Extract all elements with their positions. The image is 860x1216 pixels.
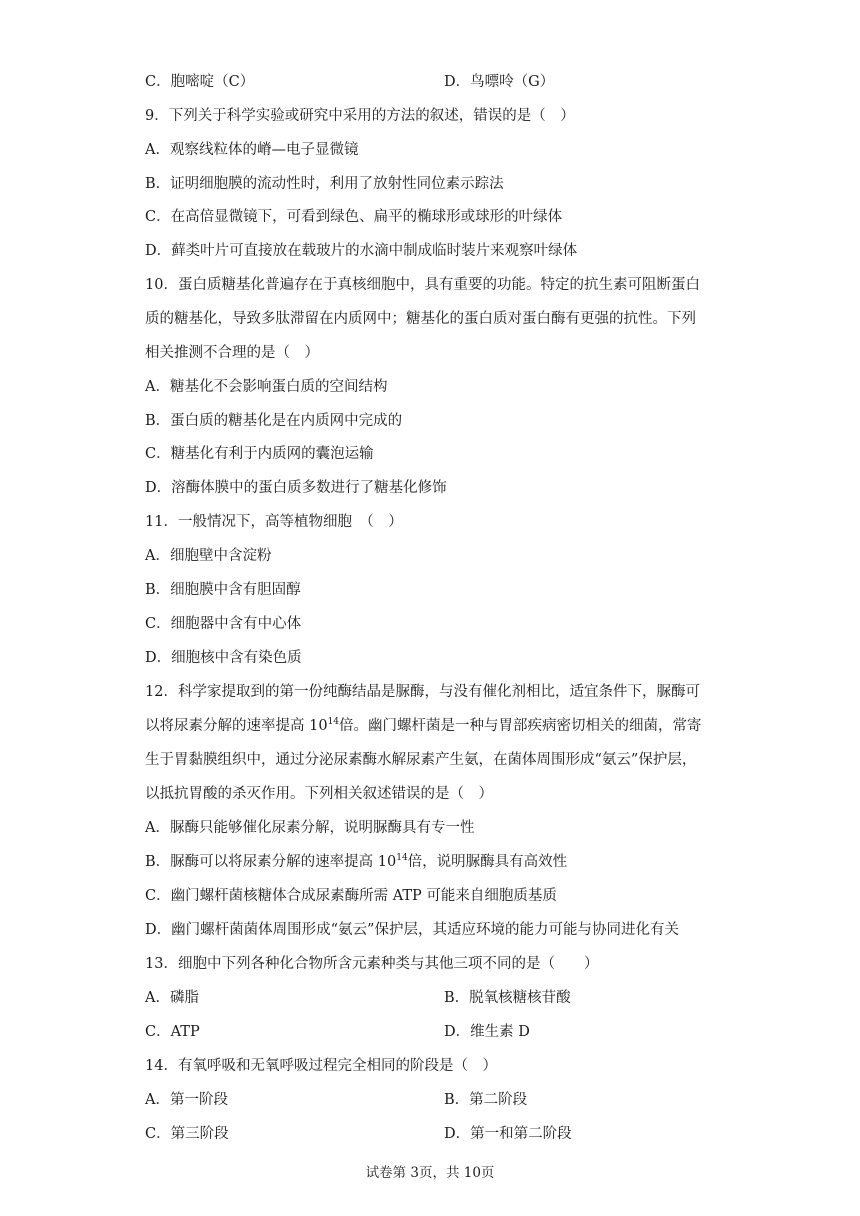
q11-option-b: B．细胞膜中含有胆固醇 — [145, 582, 301, 598]
q12-option-d: D．幽门螺杆菌菌体周围形成“氨云”保护层，其适应环境的能力可能与协同进化有关 — [145, 922, 679, 938]
q10-stem-line2: 质的糖基化，导致多肽滞留在内质网中；糖基化的蛋白质对蛋白酶有更强的抗性。下列 — [145, 311, 696, 327]
q12-stem-exponent: 14 — [327, 717, 340, 728]
q9-option-c: C．在高倍显微镜下，可看到绿色、扁平的椭球形或球形的叶绿体 — [145, 209, 563, 225]
q9-option-b: B．证明细胞膜的流动性时，利用了放射性同位素示踪法 — [145, 176, 504, 192]
q13-option-b: B．脱氧核糖核苷酸 — [444, 990, 571, 1006]
q10-option-a: A．糖基化不会影响蛋白质的空间结构 — [145, 379, 388, 395]
q14-option-c: C．第三阶段 — [145, 1126, 229, 1142]
q11-option-a: A．细胞壁中含淀粉 — [145, 548, 272, 564]
q10-option-b: B．蛋白质的糖基化是在内质网中完成的 — [145, 413, 403, 429]
q14-stem: 14．有氧呼吸和无氧呼吸过程完全相同的阶段是（ ） — [145, 1058, 497, 1074]
q12-option-b — [145, 852, 567, 872]
q11-option-c: C．细胞器中含有中心体 — [145, 616, 302, 632]
q8-option-c: C．胞嘧啶（C） — [145, 74, 255, 90]
q12-option-b-pre: B．脲酶可以将尿素分解的速率提高 10 — [145, 854, 397, 870]
q10-option-c: C．糖基化有利于内质网的囊泡运输 — [145, 446, 374, 462]
q12-option-a: A．脲酶只能够催化尿素分解，说明脲酶具有专一性 — [145, 820, 475, 836]
q10-option-d: D．溶酶体膜中的蛋白质多数进行了糖基化修饰 — [145, 480, 447, 496]
q9-stem: 9．下列关于科学实验或研究中采用的方法的叙述，错误的是（ ） — [145, 108, 575, 124]
q13-option-d: D．维生素 D — [444, 1024, 530, 1040]
q12-option-b-exponent: 14 — [396, 853, 408, 864]
q12-stem-line4: 以抵抗胃酸的杀灭作用。下列相关叙述错误的是（ ） — [145, 786, 493, 802]
q13-option-a: A．磷脂 — [145, 990, 199, 1006]
q9-option-d: D．藓类叶片可直接放在载玻片的水滴中制成临时装片来观察叶绿体 — [145, 243, 578, 259]
q10-stem-line1: 10．蛋白质糖基化普遍存在于真核细胞中，具有重要的功能。特定的抗生素可阻断蛋白 — [145, 277, 700, 293]
q11-option-d: D．细胞核中含有染色质 — [145, 650, 302, 666]
q12-stem-line3: 生于胃黏膜组织中，通过分泌尿素酶水解尿素产生氨，在菌体周围形成“氨云”保护层， — [145, 752, 697, 768]
q14-option-b: B．第二阶段 — [444, 1092, 528, 1108]
q8-option-d: D．鸟嘌呤（G） — [444, 74, 555, 90]
q12-option-b-post: 倍，说明脲酶具有高效性 — [407, 854, 568, 870]
q14-option-a: A．第一阶段 — [145, 1092, 228, 1108]
q12-stem-line1: 12．科学家提取到的第一份纯酶结晶是脲酶，与没有催化剂相比，适宜条件下，脲酶可 — [145, 684, 700, 700]
q11-stem: 11．一般情况下，高等植物细胞 （ ） — [145, 514, 403, 530]
q9-option-a: A．观察线粒体的嵴—电子显微镜 — [145, 142, 359, 158]
q13-option-c: C．ATP — [145, 1024, 200, 1040]
q12-stem-line2 — [145, 716, 702, 736]
page-footer: 试卷第 3页，共 10页 — [365, 1165, 495, 1181]
q14-option-d: D．第一和第二阶段 — [444, 1126, 572, 1142]
q13-stem: 13．细胞中下列各种化合物所含元素种类与其他三项不同的是（ ） — [145, 956, 599, 972]
q12-option-c: C．幽门螺杆菌核糖体合成尿素酶所需 ATP 可能来自细胞质基质 — [145, 888, 557, 904]
q12-stem-line2-pre: 以将尿素分解的速率提高 10 — [145, 718, 328, 734]
q12-stem-line2-post: 倍。幽门螺杆菌是一种与胃部疾病密切相关的细菌，常寄 — [339, 718, 702, 734]
q10-stem-line3: 相关推测不合理的是（ ） — [145, 345, 319, 361]
